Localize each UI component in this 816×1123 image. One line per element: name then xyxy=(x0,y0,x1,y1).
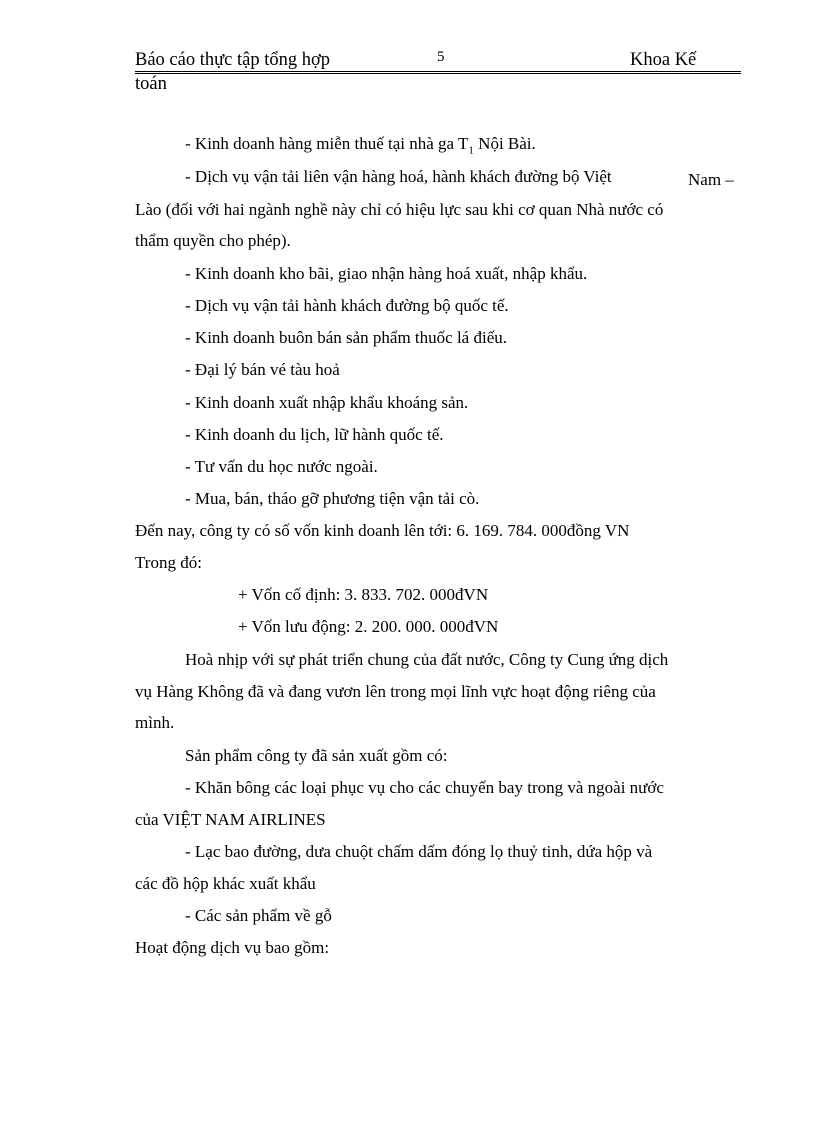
body-line: Đến nay, công ty có số vốn kinh doanh lên tới: 6. 169. 784. 000đồng VN xyxy=(135,521,630,540)
body-line: Hoà nhịp với sự phát triển chung của đất nước, Công ty Cung ứng dịch xyxy=(185,650,669,669)
body-line: - Mua, bán, tháo gỡ phương tiện vận tải cò. xyxy=(185,489,480,508)
body-line: - Dịch vụ vận tải hành khách đường bộ quốc tế. xyxy=(185,296,509,315)
body-line: - Kinh doanh buôn bán sản phẩm thuốc lá điếu. xyxy=(185,328,507,347)
body-line: - Lạc bao đường, dưa chuột chấm dấm đóng lọ thuỷ tinh, dứa hộp và xyxy=(185,842,653,861)
body-line: - Kinh doanh kho bãi, giao nhận hàng hoá xuất, nhập khẩu. xyxy=(185,264,588,283)
body-line: - Kinh doanh xuất nhập khẩu khoáng sản. xyxy=(185,393,469,412)
body-line: của VIỆT NAM AIRLINES xyxy=(135,810,326,829)
body-line: Hoạt động dịch vụ bao gồm: xyxy=(135,938,330,957)
header-department-continuation: toán xyxy=(135,74,167,94)
body-line: + Vốn cố định: 3. 833. 702. 000đVN xyxy=(238,585,489,604)
body-line: - Kinh doanh du lịch, lữ hành quốc tế. xyxy=(185,425,444,444)
subscript: 1 xyxy=(468,144,474,157)
page-number: 5 xyxy=(437,49,445,65)
body-line: mình. xyxy=(135,713,175,732)
body-line: - Tư vấn du học nước ngoài. xyxy=(185,457,378,476)
body-line: - Đại lý bán vé tàu hoả xyxy=(185,360,340,379)
text-span: - Kinh doanh hàng miễn thuế tại nhà ga T xyxy=(185,134,469,153)
body-line: Sản phẩm công ty đã sản xuất gồm có: xyxy=(185,746,448,765)
header-report-title: Báo cáo thực tập tổng hợp xyxy=(135,50,330,70)
header-department: Khoa Kế xyxy=(630,50,697,70)
body-line: thẩm quyền cho phép). xyxy=(135,231,291,250)
body-line: - Các sản phẩm về gỗ xyxy=(185,906,332,925)
header-rule xyxy=(135,71,741,74)
body-line: Lào (đối với hai ngành nghề này chỉ có hiệu lực sau khi cơ quan Nhà nước có xyxy=(135,200,664,219)
body-line-fragment: Nam – xyxy=(688,170,734,189)
body-line: Trong đó: xyxy=(135,553,202,572)
body-line: vụ Hàng Không đã và đang vươn lên trong mọi lĩnh vực hoạt động riêng của xyxy=(135,682,656,701)
body-line xyxy=(185,134,536,160)
body-line: + Vốn lưu động: 2. 200. 000. 000đVN xyxy=(238,617,499,636)
body-line: - Dịch vụ vận tải liên vận hàng hoá, hành khách đường bộ Việt xyxy=(185,167,612,186)
body-line: - Khăn bông các loại phục vụ cho các chuyến bay trong và ngoài nước xyxy=(185,778,664,797)
text-span: Nội Bài. xyxy=(473,134,536,153)
body-line: các đồ hộp khác xuất khẩu xyxy=(135,874,316,893)
